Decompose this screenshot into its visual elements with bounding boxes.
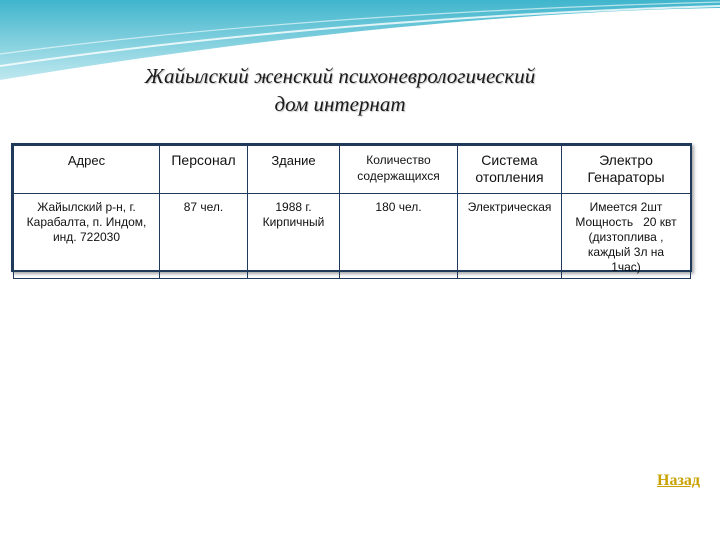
cell-staff: 87 чел. [160, 194, 248, 279]
column-header-staff: Персонал [160, 146, 248, 194]
column-header-residents: Количество содержащихся [340, 146, 458, 194]
column-header-heating: Система отопления [458, 146, 562, 194]
cell-generators-line: каждый 3л на [587, 245, 665, 259]
cell-address-line: Жайылский р-н, г. [37, 200, 136, 214]
cell-residents: 180 чел. [340, 194, 458, 279]
cell-building [248, 194, 340, 279]
cell-generators-line: Мощность 20 квт [575, 215, 677, 229]
cell-generators-line: 1час) [611, 260, 641, 274]
page-title [60, 62, 620, 118]
table-row [14, 194, 691, 279]
column-header-building: Здание [248, 146, 340, 194]
column-header-generators: Электро Генараторы [562, 146, 691, 194]
cell-building-line: Кирпичный [262, 215, 325, 229]
cell-heating: Электрическая [458, 194, 562, 279]
column-header-address: Адрес [14, 146, 160, 194]
info-table [11, 143, 692, 272]
cell-generators [562, 194, 691, 279]
cell-building-line: 1988 г. [275, 200, 312, 214]
back-link[interactable]: Назад [657, 472, 700, 489]
cell-address-line: Карабалта, п. Индом, [26, 215, 147, 229]
page-title-line-1: Жайылский женский психоневрологический [144, 64, 536, 88]
cell-generators-line: (дизтоплива , [588, 230, 664, 244]
page-title-line-2: дом интернат [274, 92, 406, 116]
decorative-dots-icon [662, 8, 702, 48]
table-header-row [14, 146, 691, 194]
cell-address-line: инд. 722030 [52, 230, 121, 244]
cell-address [14, 194, 160, 279]
cell-generators-line: Имеется 2шт [589, 200, 663, 214]
